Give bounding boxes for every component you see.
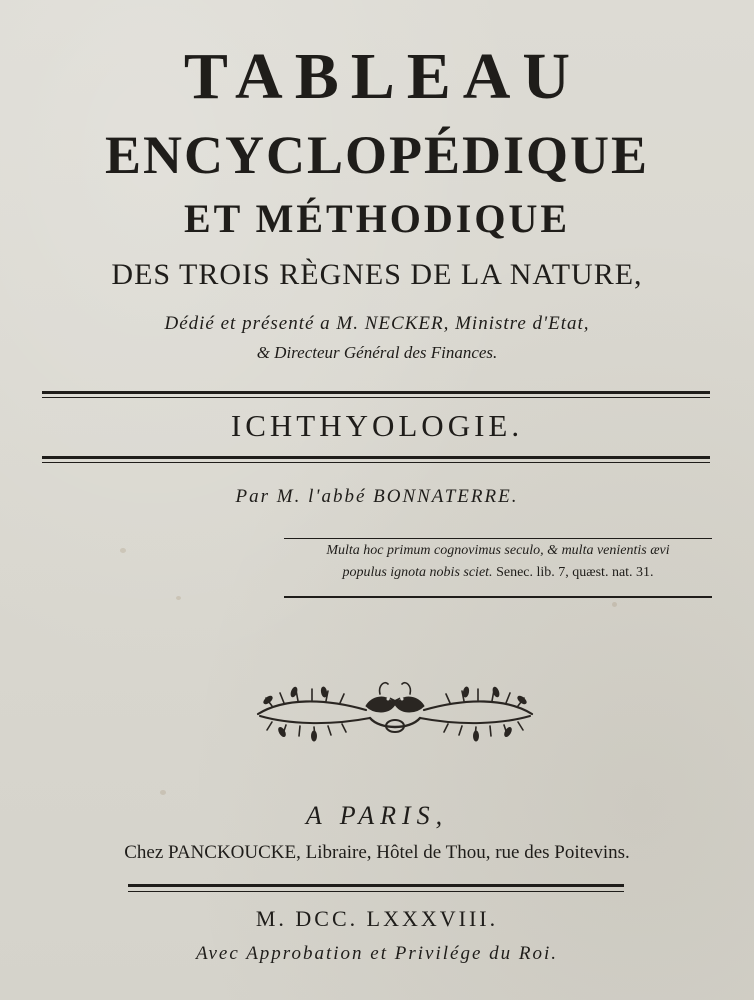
subtitle-trois-regnes: DES TROIS RÈGNES DE LA NATURE, bbox=[111, 258, 643, 291]
epigraph bbox=[284, 536, 712, 602]
double-rule-bottom bbox=[42, 456, 710, 463]
subtitle-methodique: ET MÉTHODIQUE bbox=[183, 196, 571, 241]
author-line: Par M. l'abbé BONNATERRE. bbox=[235, 486, 519, 507]
foxing-spot bbox=[176, 596, 181, 600]
royal-privilege: Avec Approbation et Privilége du Roi. bbox=[195, 943, 559, 964]
imprint-publisher: Chez PANCKOUCKE, Libraire, Hôtel de Thou, rue des Poitevins. bbox=[124, 842, 630, 863]
epigraph-rule-top bbox=[284, 538, 712, 539]
dedication-line: Dédié et présenté a M. NECKER, Ministre d'Etat, bbox=[164, 313, 590, 334]
book-title: TABLEAU bbox=[183, 40, 583, 113]
imprint-city: A PARIS, bbox=[305, 801, 449, 830]
dedication-line-2: & Directeur Général des Finances. bbox=[256, 343, 498, 362]
epigraph-citation: Senec. lib. 7, quæst. nat. 31. bbox=[492, 565, 654, 580]
imprint-rule bbox=[128, 884, 624, 892]
epigraph-rule-bottom bbox=[284, 596, 712, 598]
subject-heading: ICHTHYOLOGIE. bbox=[230, 408, 524, 443]
double-rule-top bbox=[42, 391, 710, 398]
subtitle-encyclopedique: ENCYCLOPÉDIQUE bbox=[104, 125, 650, 185]
foxing-spot bbox=[160, 790, 166, 795]
imprint-date: M. DCC. LXXXVIII. bbox=[255, 906, 499, 931]
foxing-spot bbox=[120, 548, 126, 553]
bird-garland-ornament bbox=[254, 676, 536, 744]
foxing-spot bbox=[612, 602, 617, 607]
epigraph-line-2 bbox=[284, 563, 712, 583]
epigraph-quote-end: populus ignota nobis sciet. bbox=[342, 565, 493, 580]
epigraph-line-1: Multa hoc primum cognovimus seculo, & multa venientis ævi bbox=[326, 543, 670, 558]
